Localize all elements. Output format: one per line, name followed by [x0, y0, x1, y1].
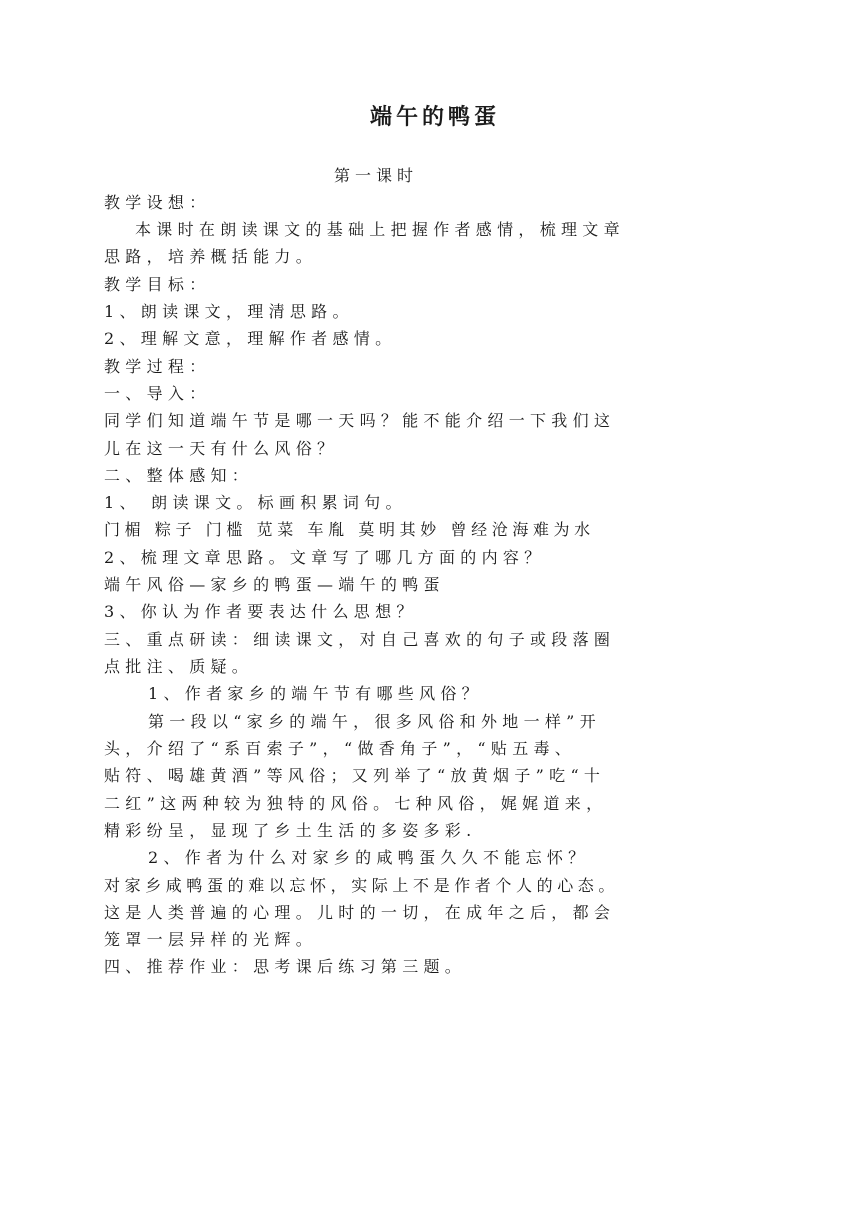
- step-heading: 二、整体感知：: [104, 466, 254, 485]
- paragraph-line: 精彩纷呈，显现了乡土生活的多姿多彩.: [104, 821, 477, 840]
- document-title: 端午的鸭蛋: [369, 104, 500, 130]
- step-heading: 四、推荐作业：思考课后练习第三题。: [104, 957, 467, 976]
- list-item: 1、 朗读课文。标画积累词句。: [104, 493, 407, 512]
- goal-item: 2、理解文意，理解作者感情。: [104, 329, 397, 348]
- paragraph-line: 思路，培养概括能力。: [104, 247, 318, 266]
- section-heading-teaching-idea: 教学设想：: [104, 193, 211, 212]
- paragraph-line: 本课时在朗读课文的基础上把握作者感情，梳理文章: [135, 220, 625, 239]
- paragraph-line: 二红”这两种较为独特的风俗。七种风俗，娓娓道来，: [104, 794, 608, 813]
- paragraph-line: 贴符、喝雄黄酒”等风俗；又列举了“放黄烟子”吃“十: [104, 766, 606, 785]
- paragraph-line: 笼罩一层异样的光辉。: [104, 930, 318, 949]
- step-heading: 三、重点研读：细读课文，对自己喜欢的句子或段落圈: [104, 630, 616, 649]
- vocabulary-line: 门楣 粽子 门槛 苋菜 车胤 莫明其妙 曾经沧海难为水: [104, 520, 595, 539]
- list-item: 2、梳理文章思路。文章写了哪几方面的内容？: [104, 548, 546, 567]
- section-heading-teaching-goals: 教学目标：: [104, 275, 211, 294]
- paragraph-line: 点批注、质疑。: [104, 657, 254, 676]
- section-heading-teaching-process: 教学过程：: [104, 357, 211, 376]
- paragraph-line: 第一段以“家乡的端午，很多风俗和外地一样”开: [148, 712, 601, 731]
- paragraph-line: 同学们知道端午节是哪一天吗？能不能介绍一下我们这: [104, 411, 616, 430]
- paragraph-line: 这是人类普遍的心理。儿时的一切，在成年之后，都会: [104, 903, 616, 922]
- paragraph-line: 头，介绍了“系百索子”，“做香角子”，“贴五毒、: [104, 739, 577, 758]
- list-item: 3、你认为作者要表达什么思想？: [104, 602, 418, 621]
- lesson-period-heading: 第一课时: [334, 166, 419, 185]
- paragraph-line: 端午风俗—家乡的鸭蛋—端午的鸭蛋: [104, 575, 445, 594]
- question-line: 2、作者为什么对家乡的咸鸭蛋久久不能忘怀？: [148, 848, 590, 867]
- paragraph-line: 对家乡咸鸭蛋的难以忘怀，实际上不是作者个人的心态。: [104, 876, 620, 895]
- paragraph-line: 儿在这一天有什么风俗？: [104, 439, 339, 458]
- step-heading: 一、导入：: [104, 384, 211, 403]
- goal-item: 1、朗读课文，理清思路。: [104, 302, 354, 321]
- question-line: 1、作者家乡的端午节有哪些风俗？: [148, 684, 483, 703]
